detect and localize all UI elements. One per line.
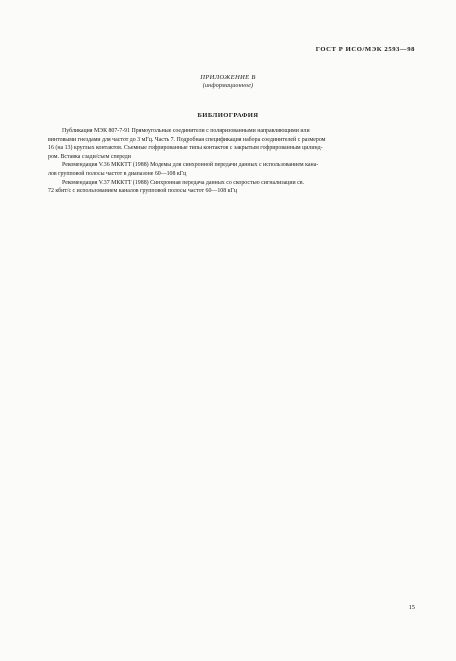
- bibliography-entry: [48, 127, 399, 161]
- entry-line: Публикация МЭК 807-7-91 Прямоугольные соединители с поляризованными направляющими или: [62, 128, 310, 134]
- entry-line: лов групповой полосы частот в диапазоне 60—108 кГц: [48, 170, 187, 177]
- entry-line: Рекомендация V.36 МККТТ (1988) Модемы для синхронной передачи данных с использованием кана-: [62, 162, 319, 169]
- bibliography-entry: [48, 161, 399, 178]
- entry-line: 72 кбит/с с использованием каналов групповой полосы частот 60—108 кГц: [48, 188, 238, 195]
- bibliography-entry: [48, 179, 399, 196]
- entry-line: винтовыми гнездами для частот до 3 мГц. Часть 7. Подробная спецификация набора соединителей с размером: [48, 136, 326, 143]
- page-number: 15: [408, 604, 415, 611]
- entry-line: 16 (на 13) круглых контактов. Съемные гофрированные типы контактов с закрытым гофрированным цилинд-: [48, 145, 323, 152]
- standard-code: ГОСТ Р ИСО/МЭК 2593—98: [315, 46, 415, 53]
- appendix-title: ПРИЛОЖЕНИЕ В: [200, 74, 256, 81]
- bibliography-heading: БИБЛИОГРАФИЯ: [197, 112, 259, 119]
- entry-line: Рекомендация V.37 МККТТ (1988) Синхронная передача данных со скоростью сигнализации св.: [62, 179, 304, 186]
- entry-line: ром. Вставка сзади/съем спереди: [48, 153, 131, 160]
- bibliography-list: [48, 127, 399, 196]
- appendix-subtitle: (информационное): [202, 83, 254, 89]
